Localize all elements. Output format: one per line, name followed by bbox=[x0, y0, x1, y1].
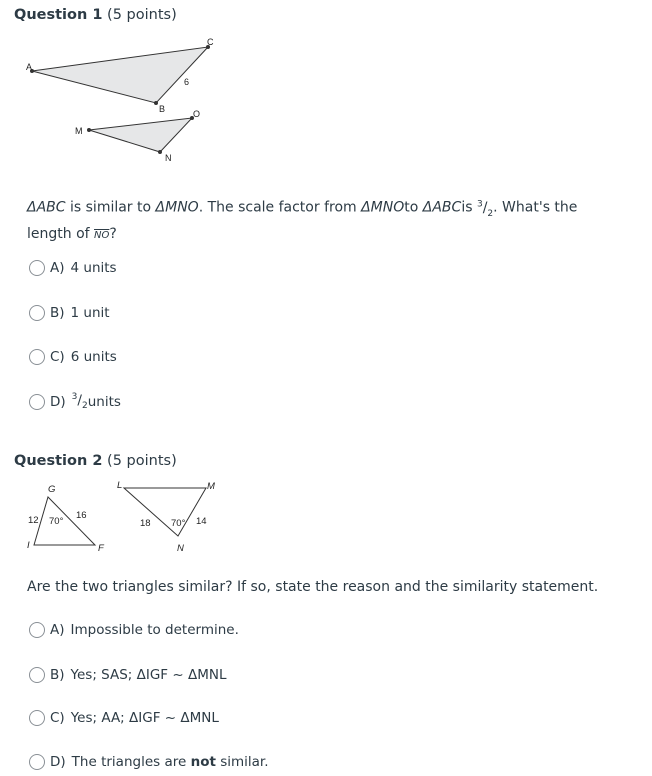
triangle-abc bbox=[32, 47, 208, 103]
q1-option-d[interactable]: D) $^3/_2$ units bbox=[29, 392, 121, 411]
label-side-6: 6 bbox=[184, 77, 190, 87]
q2-option-a[interactable]: A) Impossible to determine. bbox=[29, 622, 239, 638]
label-o: O bbox=[193, 109, 201, 119]
svg-text:M: M bbox=[207, 481, 215, 492]
label-n: N bbox=[165, 153, 172, 163]
svg-text:18: 18 bbox=[140, 518, 151, 529]
q2-option-c[interactable]: C) Yes; AA; ΔIGF ~ ΔMNL bbox=[29, 710, 219, 726]
svg-text:G: G bbox=[48, 484, 56, 495]
q1-option-a[interactable]: A) 4 units bbox=[29, 260, 117, 276]
svg-text:N: N bbox=[177, 543, 184, 554]
triangle-lmn bbox=[124, 488, 206, 536]
q1-option-b[interactable]: B) 1 unit bbox=[29, 305, 110, 321]
label-m: M bbox=[75, 126, 83, 136]
q2-triangle-diagram bbox=[20, 476, 230, 561]
q2-option-d[interactable]: D) The triangles are not similar. bbox=[29, 754, 269, 770]
svg-text:L: L bbox=[117, 480, 123, 491]
svg-text:70°: 70° bbox=[171, 518, 186, 529]
q1-prompt: ΔABC is similar to ΔMNO. The scale factor from ΔMNOto ΔABCis $^3/_2$. What's the length of $\overline{NO}$? bbox=[27, 199, 578, 243]
svg-text:F: F bbox=[98, 543, 104, 554]
svg-text:70°: 70° bbox=[49, 516, 64, 527]
q1-triangle-diagram bbox=[20, 36, 240, 166]
radio-button[interactable] bbox=[29, 622, 45, 638]
radio-button[interactable] bbox=[29, 349, 45, 365]
q2-prompt: Are the two triangles similar? If so, state the reason and the similarity statement. bbox=[27, 579, 599, 595]
question-1-title: Question 1 (5 points) bbox=[14, 7, 177, 23]
svg-text:16: 16 bbox=[76, 510, 87, 521]
svg-text:14: 14 bbox=[196, 516, 207, 527]
q2-option-b[interactable]: B) Yes; SAS; ΔIGF ~ ΔMNL bbox=[29, 667, 226, 683]
question-2-title: Question 2 (5 points) bbox=[14, 453, 177, 469]
radio-button[interactable] bbox=[29, 754, 45, 770]
svg-text:I: I bbox=[27, 540, 30, 551]
radio-button[interactable] bbox=[29, 710, 45, 726]
radio-button[interactable] bbox=[29, 305, 45, 321]
label-b: B bbox=[159, 104, 166, 114]
radio-button[interactable] bbox=[29, 667, 45, 683]
radio-button[interactable] bbox=[29, 260, 45, 276]
q1-option-c[interactable]: C) 6 units bbox=[29, 349, 117, 365]
triangle-igf bbox=[34, 497, 95, 545]
svg-text:12: 12 bbox=[28, 515, 39, 526]
radio-button[interactable] bbox=[29, 394, 45, 410]
triangle-mno bbox=[89, 118, 192, 152]
label-c: C bbox=[207, 37, 214, 47]
label-a: A bbox=[26, 62, 33, 72]
